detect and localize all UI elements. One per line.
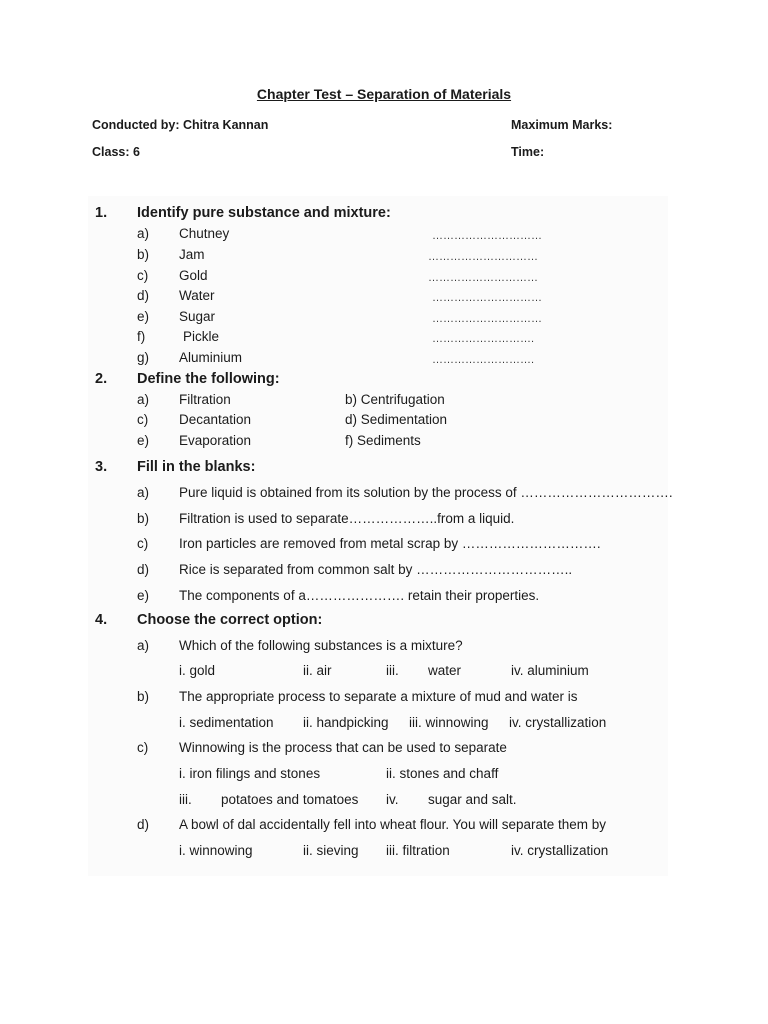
item-label: d) [137,562,150,577]
answer-blank: ………………………… [432,313,542,325]
item-label: f) [137,329,146,344]
item-text: f) Sediments [345,433,421,448]
item-label: a) [137,638,150,653]
option: water [428,663,462,678]
item-label: b) [137,247,150,262]
option: iii. [386,663,399,678]
item-label: c) [137,536,149,551]
answer-blank: ………………………… [428,251,538,263]
item-text: Jam [179,247,205,262]
item-label: c) [137,412,149,427]
option: iii. winnowing [409,715,489,730]
item-text: Filtration [179,392,231,407]
answer-blank: ………………………. [432,333,535,345]
question-heading: Choose the correct option: [137,612,323,628]
item-label: a) [137,392,150,407]
answer-blank: ………………………… [432,292,542,304]
question-number: 3. [95,459,108,475]
question-text: A bowl of dal accidentally fell into wheat flour. You will separate them by [179,817,607,832]
class-label: Class: 6 [92,145,140,159]
item-label: c) [137,740,149,755]
item-text: The components of a…………………. retain their properties. [179,588,540,603]
question-heading: Define the following: [137,371,280,387]
question-text: Which of the following substances is a mixture? [179,638,463,653]
item-text: b) Centrifugation [345,392,445,407]
item-text: Pure liquid is obtained from its solution by the process of ……………………………. [179,485,673,500]
answer-blank: ………………………… [428,272,538,284]
item-text: Gold [179,268,208,283]
item-label: g) [137,350,150,365]
option: i. winnowing [179,843,253,858]
question-number: 1. [95,205,108,221]
option: ii. stones and chaff [386,766,499,781]
time-label: Time: [511,145,545,159]
option: ii. handpicking [303,715,389,730]
option: iv. crystallization [511,843,609,858]
item-text: Filtration is used to separate………………..from a liquid. [179,511,515,526]
option: ii. sieving [303,843,359,858]
option: iv. [386,792,399,807]
answer-blank: ………………………… [432,230,542,242]
item-label: c) [137,268,149,283]
item-text: Aluminium [179,350,243,365]
item-label: a) [137,485,150,500]
item-label: b) [137,689,150,704]
option: iv. crystallization [509,715,607,730]
option: i. sedimentation [179,715,274,730]
question-heading: Identify pure substance and mixture: [137,205,391,221]
question-number: 4. [95,612,108,628]
option: i. iron filings and stones [179,766,321,781]
option: i. gold [179,663,216,678]
option: iii. filtration [386,843,450,858]
item-label: d) [137,817,150,832]
item-text: Water [179,288,215,303]
item-text: Iron particles are removed from metal scrap by …………………………. [179,536,601,551]
item-label: b) [137,511,150,526]
question-heading: Fill in the blanks: [137,459,256,475]
answer-blank: ………………………. [432,354,535,366]
item-text: d) Sedimentation [345,412,448,427]
maximum-marks: Maximum Marks: [511,118,613,132]
item-text: Evaporation [179,433,252,448]
conducted-by: Conducted by: Chitra Kannan [92,118,269,132]
option: ii. air [303,663,332,678]
option: iii. [179,792,192,807]
question-number: 2. [95,371,108,387]
page-title: Chapter Test – Separation of Materials [256,86,512,102]
item-text: Pickle [183,329,220,344]
option: potatoes and tomatoes [221,792,359,807]
item-label: e) [137,309,150,324]
option: iv. aluminium [511,663,589,678]
item-label: d) [137,288,150,303]
item-label: a) [137,226,150,241]
option: sugar and salt. [428,792,517,807]
item-text: Chutney [179,226,230,241]
item-text: Sugar [179,309,216,324]
item-text: Rice is separated from common salt by …………………………….. [179,562,573,577]
question-text: The appropriate process to separate a mixture of mud and water is [179,689,578,704]
item-label: e) [137,588,150,603]
item-label: e) [137,433,150,448]
item-text: Decantation [179,412,252,427]
question-text: Winnowing is the process that can be used to separate [179,740,507,755]
